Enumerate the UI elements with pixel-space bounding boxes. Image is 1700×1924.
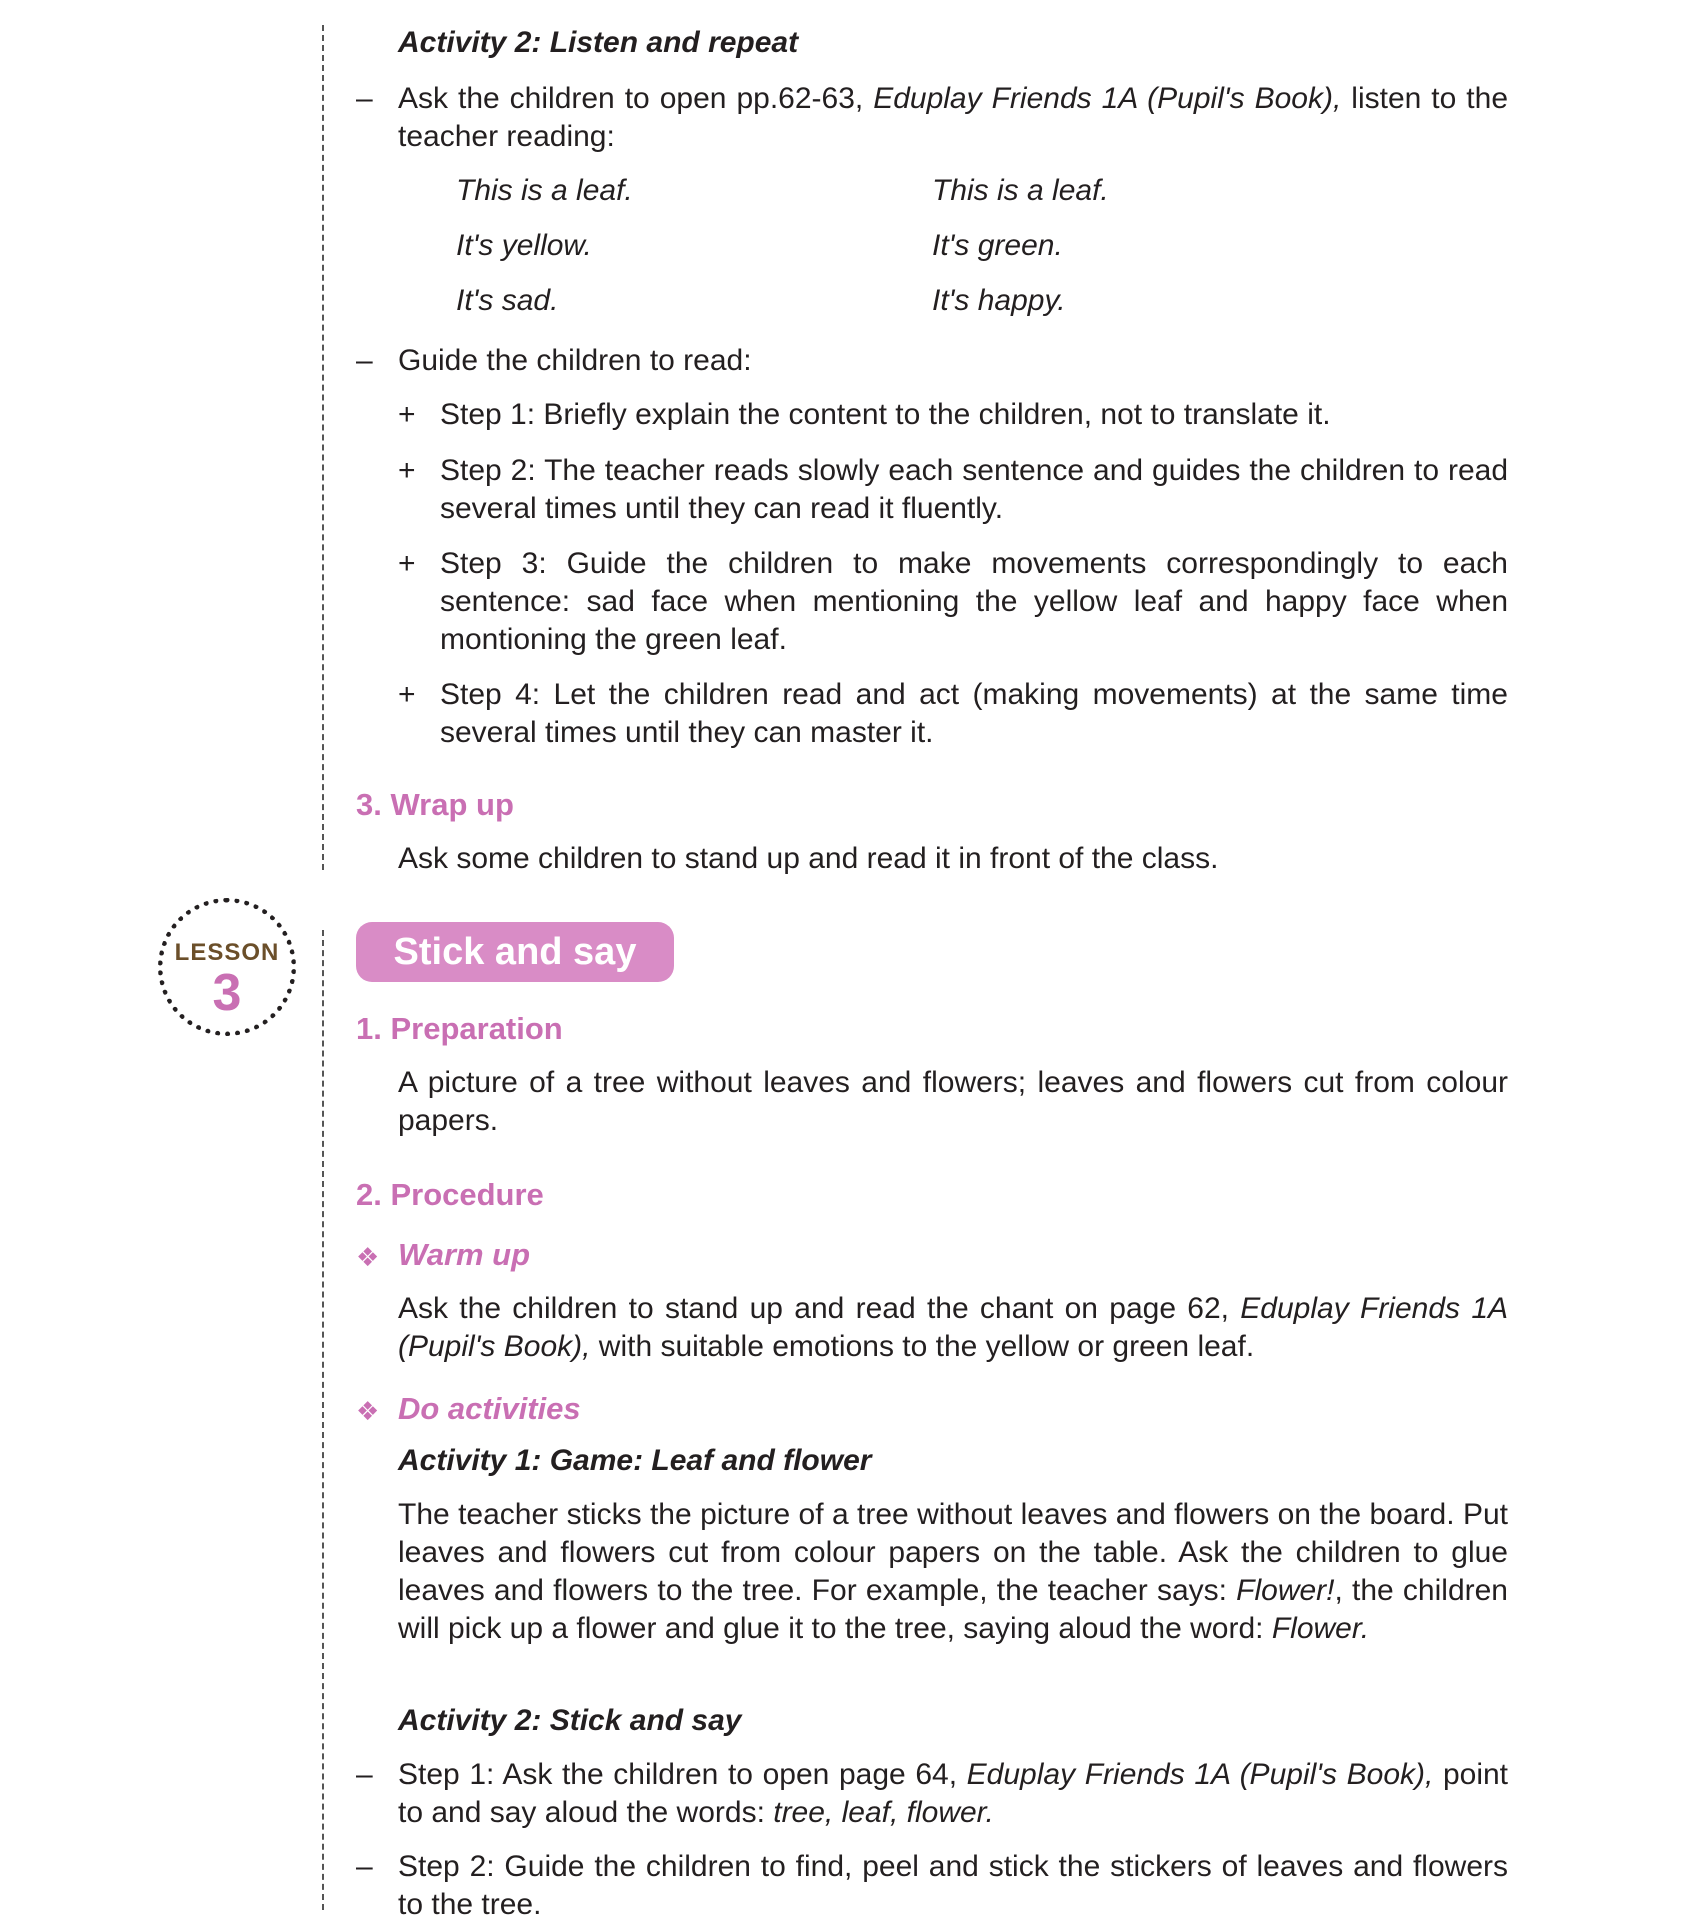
stick-step-1: Step 1: Ask the children to open page 64, Eduplay Friends 1A (Pupil's Book), point to and say aloud the words: tree, leaf, flower. xyxy=(398,1758,1509,1829)
section-title-pill: Stick and say xyxy=(356,922,674,982)
preparation-heading: 1. Preparation xyxy=(356,1011,563,1046)
wrap-up-text: Ask some children to stand up and read it in front of the class. xyxy=(398,842,1219,875)
do-activities-heading: Do activities xyxy=(398,1391,581,1426)
dash-bullet: – xyxy=(356,82,373,115)
diamond-bullet-icon: ❖ xyxy=(356,1396,380,1426)
guide-instruction: Guide the children to read: xyxy=(398,344,752,377)
step-item: Step 3: Guide the children to make movements correspondingly to each sentence: sad face when mentioning the yellow leaf and happy face when montioning the green leaf. xyxy=(440,547,1508,656)
lesson-label: LESSON xyxy=(174,939,280,966)
step-item: Step 1: Briefly explain the content to the children, not to translate it. xyxy=(440,398,1331,431)
reading-line: It's yellow. xyxy=(456,229,592,262)
plus-bullet: + xyxy=(398,547,416,580)
reading-line: It's happy. xyxy=(932,284,1066,317)
reading-line: It's sad. xyxy=(456,284,559,317)
activity-2-title: Activity 2: Listen and repeat xyxy=(398,26,799,59)
dash-bullet: – xyxy=(356,344,373,377)
dash-bullet: – xyxy=(356,1758,373,1791)
plus-bullet: + xyxy=(398,678,416,711)
procedure-heading: 2. Procedure xyxy=(356,1177,544,1212)
margin-dotted-line xyxy=(322,25,324,870)
reading-line: This is a leaf. xyxy=(932,174,1109,207)
plus-bullet: + xyxy=(398,398,416,431)
dash-bullet: – xyxy=(356,1850,373,1883)
reading-line: It's green. xyxy=(932,229,1063,262)
step-item: Step 2: The teacher reads slowly each sentence and guides the children to read several times until they can read it fluently. xyxy=(440,454,1508,525)
lesson-badge xyxy=(158,898,296,1036)
diamond-bullet-icon: ❖ xyxy=(356,1242,380,1272)
step-item: Step 4: Let the children read and act (making movements) at the same time several times until they can master it. xyxy=(440,678,1508,749)
preparation-text: A picture of a tree without leaves and flowers; leaves and flowers cut from colour papers. xyxy=(398,1066,1508,1137)
activity-1-title: Activity 1: Game: Leaf and flower xyxy=(398,1444,872,1477)
plus-bullet: + xyxy=(398,454,416,487)
margin-dotted-line xyxy=(322,930,324,1910)
warm-up-heading: Warm up xyxy=(398,1237,531,1272)
wrap-up-heading: 3. Wrap up xyxy=(356,787,514,822)
stick-step-2: Step 2: Guide the children to find, peel and stick the stickers of leaves and flowers to the tree. xyxy=(398,1850,1508,1921)
warm-up-text: Ask the children to stand up and read the chant on page 62, Eduplay Friends 1A (Pupil's Book), with suitable emotions to the yellow or green leaf. xyxy=(398,1292,1509,1363)
activity-1-text: The teacher sticks the picture of a tree without leaves and flowers on the board. Put leaves and flowers cut from colour papers on the table. Ask the children to glue leaves and flowers to the tree. For example, the teacher says: Flower!, the children will pick up a flower and glue it to the tree, saying aloud the word: Flower. xyxy=(398,1498,1508,1645)
activity-2-stick-title: Activity 2: Stick and say xyxy=(398,1704,742,1737)
reading-line: This is a leaf. xyxy=(456,174,633,207)
listen-instruction: Ask the children to open pp.62-63, Eduplay Friends 1A (Pupil's Book), listen to the teacher reading: xyxy=(398,82,1509,153)
lesson-number: 3 xyxy=(212,964,242,1022)
